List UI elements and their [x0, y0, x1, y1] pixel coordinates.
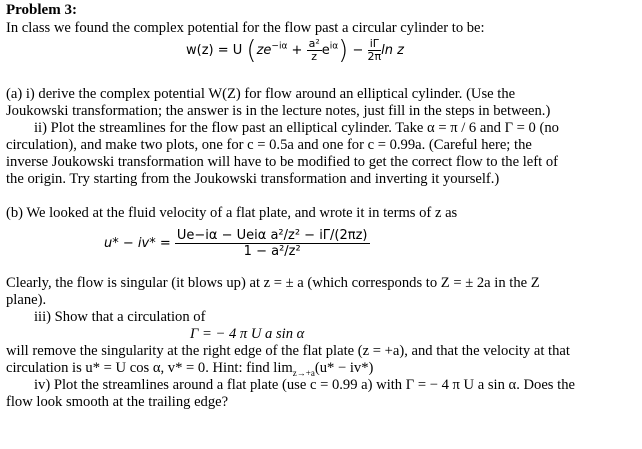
eq1-tail: ln z: [381, 43, 404, 58]
problem-title: Problem 3:: [6, 2, 77, 18]
eq2-lhs: u* − iv* =: [104, 236, 171, 251]
part-a-line-2: Joukowski transformation; the answer is in the lecture notes, just fill in the steps in between.): [6, 103, 551, 119]
part-a-line-1: (a) i) derive the complex potential W(Z) for flow around an elliptical cylinder. (Use the: [6, 86, 516, 102]
eq1-close-paren: ): [338, 35, 349, 66]
part-a-line-5: inverse Joukowski transformation will have to be modified to get the correct flow to the left of: [6, 154, 558, 170]
part-b-line-7: flow look smooth at the trailing edge?: [6, 394, 229, 410]
eq1-fraction-2: [368, 38, 382, 63]
eq1-fraction: [307, 38, 322, 63]
part-b-line-3: iii) Show that a circulation of: [34, 309, 206, 325]
eq1-term2: e: [321, 43, 330, 58]
intro-text: In class we found the complex potential for the flow past a circular cylinder to be:: [6, 20, 485, 36]
eq1-open-paren: (: [246, 35, 257, 66]
complex-potential-equation: [186, 35, 404, 66]
part-b-intro: (b) We looked at the fluid velocity of a flat plate, and wrote it in terms of z as: [6, 205, 458, 221]
eq1-frac2-num: iΓ: [368, 38, 382, 51]
eq1-frac-den: z: [311, 50, 318, 63]
eq1-term2-exponent: iα: [329, 41, 339, 52]
eq1-term1-exponent: −iα: [271, 41, 288, 52]
part-a-line-4: circulation), and make two plots, one for c = 0.5a and one for c = 0.99a. (Careful here; the: [6, 137, 532, 153]
eq1-frac2-den: 2π: [367, 50, 382, 63]
eq2-denominator: 1 − a²/z²: [243, 244, 301, 259]
eq1-frac-num: a²: [308, 37, 320, 50]
part-b-line-6: iv) Plot the streamlines around a flat plate (use c = 0.99 a) with Γ = − 4 π U a sin α. Does the: [34, 377, 575, 393]
part-a-line-3: ii) Plot the streamlines for the flow past an elliptical cylinder. Take α = π / 6 and Γ = 0 (no: [34, 120, 559, 136]
part-b-line-1: Clearly, the flow is singular (it blows up) at z = ± a (which corresponds to Z = ± 2a in the Z: [6, 275, 540, 291]
eq1-plus: +: [291, 43, 303, 58]
circulation-equation: Γ = − 4 π U a sin α: [190, 326, 305, 342]
eq1-minus: −: [352, 43, 364, 58]
velocity-equation: [104, 228, 370, 259]
part-b-line-2: plane).: [6, 292, 47, 308]
part-b-line-4: will remove the singularity at the right edge of the flat plate (z = +a), and that the velocity at that: [6, 343, 570, 359]
eq2-numerator: Ue−iα − Ueiα a²/z² − iΓ/(2πz): [176, 228, 368, 243]
eq1-lhs: w(z) = U: [186, 43, 243, 58]
limit-subscript: z→+a: [292, 367, 315, 378]
eq1-term1: ze: [256, 43, 272, 58]
part-a-line-6: the origin. Try starting from the Joukowski transformation and inverting it yourself.): [6, 171, 500, 187]
limit-expression: (u* − iv*): [314, 360, 374, 376]
eq2-fraction: [175, 228, 370, 259]
part-b-line-5-text: circulation is u* = U cos α, v* = 0. Hint: find lim: [6, 360, 293, 376]
